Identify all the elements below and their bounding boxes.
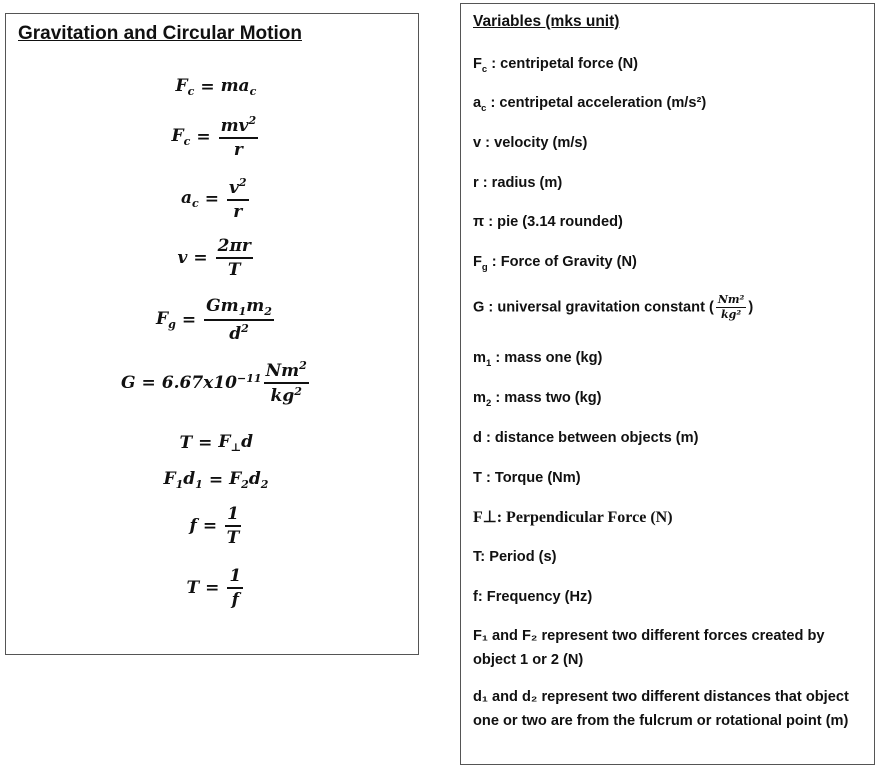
variable-row [473, 585, 592, 609]
formula-lhs [164, 469, 203, 491]
formula-token: F [156, 308, 169, 329]
formula-token: T [226, 528, 240, 548]
formula-token: T [186, 578, 200, 598]
variable-symbol: v [473, 135, 482, 151]
variable-row [473, 426, 698, 450]
variable-description: : mass one (kg) [491, 350, 603, 366]
formulas-panel [5, 13, 419, 655]
variable-row [473, 624, 868, 672]
variable-row [473, 131, 587, 155]
variable-description: : centripetal acceleration (m/s²) [486, 95, 707, 111]
variable-row [473, 171, 562, 195]
equals-sign: = [204, 188, 219, 209]
formula-token: F [163, 469, 176, 489]
variable-description: : velocity (m/s) [481, 135, 588, 151]
formula-token: F [171, 125, 184, 146]
fraction-numerator [227, 566, 243, 589]
formula-lhs [121, 373, 136, 393]
variable-description: : Torque (Nm) [481, 470, 581, 486]
fraction-numerator [225, 504, 241, 527]
fraction-denominator [227, 527, 240, 548]
variable-row [473, 545, 557, 569]
formula-token: 2πr [217, 236, 251, 256]
formula-token: m [246, 296, 265, 316]
formula-token: T [227, 260, 241, 280]
formula-token: v [177, 248, 188, 268]
formula-token: ma [220, 76, 250, 96]
formula-token: d [248, 469, 261, 489]
gravity-force-formula [156, 296, 276, 344]
formulas-title: Gravitation and Circular Motion [18, 23, 302, 44]
variable-description: : pie (3.14 rounded) [484, 214, 623, 230]
variable-description: : Force of Gravity (N) [487, 254, 637, 270]
fraction-denominator [232, 589, 239, 610]
formula-rhs [229, 469, 268, 491]
centripetal-force-formula [176, 76, 257, 98]
formula-lhs [190, 516, 197, 536]
fraction [264, 359, 309, 406]
formula-token: 2 [260, 478, 269, 492]
equals-sign: = [208, 470, 224, 491]
frequency-formula [190, 504, 243, 548]
fraction-denominator [228, 259, 241, 280]
variable-description: : universal gravitation constant ( [484, 299, 714, 316]
formula-token: F [229, 469, 242, 489]
formula-token: 1 [227, 504, 239, 524]
variable-symbol: F₁ and F₂ [473, 628, 538, 644]
formula-token: ⊥ [230, 441, 242, 455]
fraction-denominator [229, 321, 249, 344]
variable-symbol: F [473, 254, 482, 270]
equals-sign: = [193, 248, 208, 268]
variable-subscript: c [481, 63, 488, 75]
formula-rhs [221, 76, 257, 98]
unit-fraction [716, 294, 747, 321]
formula-token: a [181, 187, 193, 208]
fraction [204, 296, 274, 344]
formula-token: 2 [248, 114, 257, 127]
formula-token: G [121, 372, 136, 393]
formula-token: F [218, 432, 231, 452]
formula-token: Nm [265, 360, 300, 381]
formula-lhs [187, 578, 200, 598]
centripetal-acceleration-formula [181, 176, 251, 222]
formula-token: kg [270, 386, 295, 407]
variable-row [473, 210, 623, 234]
variable-symbol: T [473, 549, 481, 565]
variable-row [473, 386, 602, 416]
variable-description: represent two different distances that object one or two are from the fulcrum or rotational point (m) [473, 689, 849, 729]
variable-symbol: r [473, 175, 479, 191]
formula-token: mv [220, 115, 249, 136]
formula-token: 2 [264, 305, 272, 319]
variable-symbol: π [473, 214, 485, 230]
formula-token: 1 [175, 478, 184, 492]
variable-row [473, 52, 638, 82]
fraction-numerator [204, 296, 274, 321]
variables-title: Variables (mks unit) [473, 13, 620, 30]
equals-sign: = [202, 516, 218, 536]
equals-sign: = [198, 433, 213, 454]
gravitational-constant-formula [121, 359, 311, 406]
variable-symbol: F [473, 56, 482, 72]
formula-token: v [229, 177, 239, 198]
formula-token: F [175, 76, 188, 96]
formula-token: d [183, 469, 196, 489]
variable-symbol: T [473, 470, 482, 486]
formula-token: 2 [241, 322, 249, 336]
formula-token: 1 [229, 566, 242, 586]
formula-token: d [241, 432, 253, 452]
variable-subscript: g [481, 261, 488, 273]
formula-lhs [172, 126, 191, 148]
variable-description: : Perpendicular Force (N) [496, 509, 673, 526]
variable-row [473, 294, 753, 321]
formula-token: Gm [206, 296, 239, 316]
variable-symbol: G [473, 299, 485, 316]
formula-lhs [180, 433, 193, 453]
variable-symbol: d₁ and d₂ [473, 689, 538, 705]
variable-description: : mass two (kg) [491, 390, 602, 406]
variable-row [473, 506, 673, 530]
variable-subscript: 2 [485, 397, 492, 409]
formula-token: 2 [294, 384, 302, 398]
equals-sign: = [141, 372, 156, 393]
fraction [227, 566, 243, 610]
fraction-numerator [219, 114, 259, 139]
variables-panel [460, 3, 875, 765]
variable-description: : radius (m) [478, 175, 563, 191]
formula-lhs [176, 76, 195, 98]
fraction-numerator [264, 359, 309, 384]
fraction [225, 504, 241, 548]
formula-token: 2 [241, 478, 249, 492]
velocity-formula [178, 236, 255, 280]
variable-row [473, 250, 637, 280]
equals-sign: = [205, 578, 220, 598]
formula-token: 1 [195, 478, 203, 492]
variable-description: : Period (s) [480, 549, 557, 565]
formula-token: c [249, 85, 257, 99]
fraction-denominator [233, 201, 242, 222]
variable-description: represent two different forces created by object 1 or 2 (N) [473, 628, 825, 668]
variable-symbol: F⊥ [473, 509, 497, 526]
equals-sign: = [200, 77, 215, 98]
variable-subscript: 1 [485, 357, 492, 369]
formula-token: c [187, 85, 195, 99]
formula-token: 6.67x10 [161, 373, 237, 394]
variable-symbol: a [473, 95, 482, 111]
formula-token: f [189, 516, 197, 536]
formula-lhs [178, 248, 188, 268]
variable-symbol: m [473, 390, 486, 406]
formula-rhs [218, 432, 253, 454]
variable-row [473, 466, 581, 490]
centripetal-force-velocity-formula [172, 114, 261, 160]
fraction [216, 236, 253, 280]
formula-token: c [192, 197, 199, 211]
fraction-numerator [216, 236, 253, 259]
formula-token: g [168, 318, 176, 332]
variable-symbol: f [473, 589, 478, 605]
formula-lhs [156, 309, 176, 331]
formula-token: 2 [238, 176, 247, 189]
variable-symbol: d [473, 430, 482, 446]
fraction [219, 114, 259, 160]
formula-token: c [183, 135, 191, 149]
variable-row [473, 91, 706, 121]
formula-token: 2 [299, 359, 307, 372]
formula-token: f [231, 590, 239, 610]
formula-token: r [233, 201, 243, 222]
fraction-denominator [234, 139, 243, 160]
fraction-numerator: Nm² [717, 293, 745, 306]
equals-sign: = [196, 126, 211, 147]
variable-description: : Frequency (Hz) [477, 589, 593, 605]
torque-formula [180, 432, 253, 454]
fraction-denominator: kg² [721, 308, 742, 321]
fraction-numerator [227, 176, 249, 201]
formula-token: r [233, 139, 243, 160]
variable-row [473, 685, 868, 733]
formula-token: d [229, 324, 242, 345]
fraction-denominator [271, 384, 302, 407]
period-formula [187, 566, 246, 610]
formula-lhs [181, 188, 199, 210]
variable-symbol: m [473, 350, 486, 366]
closing-paren: ) [748, 299, 754, 316]
formula-token: T [179, 433, 193, 454]
variable-description: : centripetal force (N) [487, 56, 639, 72]
formula-token: 1 [238, 305, 247, 319]
formula-token: −11 [236, 371, 262, 385]
formula-rhs [162, 372, 262, 394]
torque-balance-formula [164, 469, 269, 491]
variable-row [473, 346, 602, 376]
equals-sign: = [181, 310, 197, 331]
variable-subscript: c [481, 102, 487, 114]
fraction [227, 176, 249, 222]
variable-description: : distance between objects (m) [481, 430, 699, 446]
